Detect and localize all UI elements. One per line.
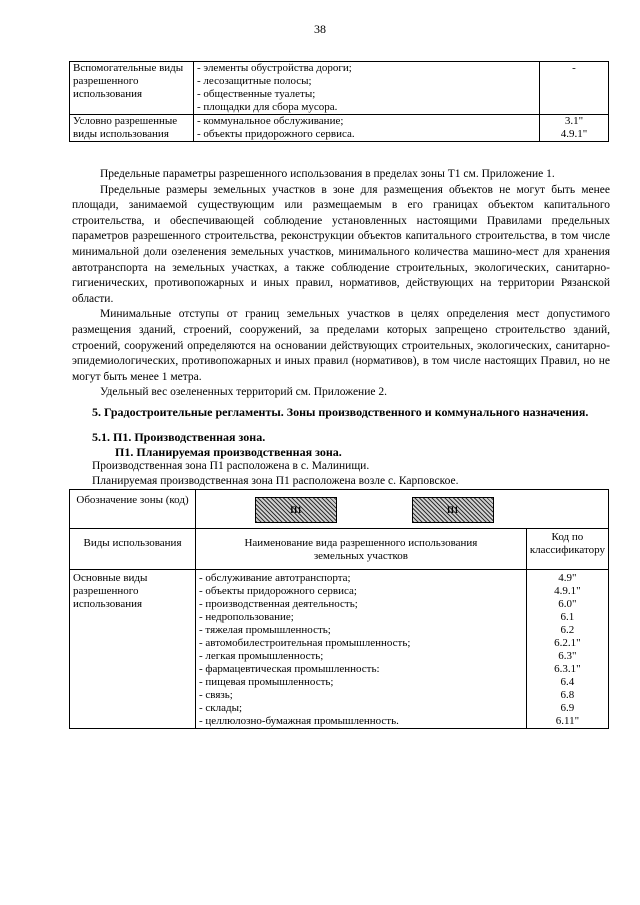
zone-code-row [70,490,609,529]
code-value: 6.3" [558,650,577,662]
use-items-cell [196,570,527,729]
code-value: 4.9" [558,572,577,584]
code-cell [526,570,608,729]
list-item: - общественные туалеты; [197,88,536,101]
list-item: - связь; [199,689,523,702]
code-value: 6.4 [560,676,575,688]
code-value: 6.3.1" [554,663,581,675]
list-item: - склады; [199,702,523,715]
list-item: - элементы обустройства дороги; [197,62,536,75]
list-item: - целлюлозно-бумажная промышленность. [199,715,523,728]
code-value: 6.8 [560,689,575,701]
list-item: - автомобилестроительная промышленность; [199,637,523,650]
code-value: 6.2 [560,624,575,636]
table-row [70,115,609,142]
use-items-cell [194,62,540,115]
body-text [72,167,610,401]
section-heading: 5. Градостроительные регламенты. Зоны производственного и коммунального назначения. [92,405,589,419]
uses-table-p1 [69,489,609,729]
list-item: - производственная деятельность; [199,598,523,611]
table-row [70,570,609,729]
code-cell [540,62,609,115]
uses-table-t1 [69,61,609,142]
list-item: - недропользование; [199,611,523,624]
code-value: 3.1" [564,115,584,127]
paragraph: Предельные параметры разрешенного использования в пределах зоны Т1 см. Приложение 1. [100,168,555,180]
zone-code-cell [196,490,609,529]
use-type-cell: Основные виды разрешенного использования [70,570,196,729]
code-value: 4.9.1" [560,128,588,140]
column-header: Виды использования [70,529,196,570]
page-number: 38 [314,22,326,36]
column-header: Код по классификатору [526,529,608,570]
subsection-title: 5.1. П1. Производственная зона. [92,430,266,444]
paragraph: Минимальные отступы от границ земельных участков в целях определения мест допустимого размещения зданий, строений, сооружений, за пределами которых запрещено строительство зданий, строений, сооружений определяются на основании действующих строительных, экологических, санитарно-эпидемиологических, противопожарных и иных правил (нормативов), в том числе настоящих Правил, но не могут быть менее 1 метра. [72,308,610,383]
list-item: - площадки для сбора мусора. [197,101,536,114]
code-cell [540,115,609,142]
list-item: - объекты придорожного сервиса. [197,128,536,141]
subsection-heading [92,430,342,460]
use-type-cell: Вспомогательные виды разрешенного использования [70,62,194,115]
list-item: - коммунальное обслуживание; [197,115,536,128]
location-line: Производственная зона П1 расположена в с. Малинищи. [92,460,370,472]
subsection-subtitle: П1. Планируемая производственная зона. [115,445,342,459]
column-header: Наименование вида разрешенного использования земельных участков [196,529,527,570]
code-value: 4.9.1" [554,585,581,597]
code-value: 6.9 [560,702,575,714]
location-text [92,459,458,489]
list-item: - легкая промышленность; [199,650,523,663]
code-value: 6.1 [560,611,575,623]
table-header-row [70,529,609,570]
list-item: - пищевая промышленность; [199,676,523,689]
code-value: - [572,62,576,74]
table-row [70,62,609,115]
paragraph: Предельные размеры земельных участков в зоне для размещения объектов не могут быть менее площади, занимаемой существующим или размещаемым в его границах объектом капитального строительства, и обеспечивающей соблюдение установленных настоящими Правилами предельных параметров разрешенного строительства, реконструкции объектов капитального строительства, в том числе минимальной доли озеленения земельных участков, минимального количества машино-мест для хранения автотранспорта на земельных участках, а также соблюдение строительных, экологических, санитарно-гигиенических, противопожарных и иных правил, нормативов, действующих на территории Рязанской области. [72,183,610,305]
use-type-cell: Условно разрешенные виды использования [70,115,194,142]
location-line: Планируемая производственная зона П1 расположена возле с. Карповское. [92,475,459,487]
code-value: 6.2.1" [554,637,581,649]
zone-label-cell: Обозначение зоны (код) [70,490,196,529]
list-item: - обслуживание автотранспорта; [199,572,523,585]
use-items-list [199,572,523,728]
zone-swatch: П1 [255,497,337,523]
zone-swatch: П1 [412,497,494,523]
list-item: - лесозащитные полосы; [197,75,536,88]
list-item: - тяжелая промышленность; [199,624,523,637]
use-items-cell [194,115,540,142]
code-value: 6.11" [555,715,580,727]
list-item: - объекты придорожного сервиса; [199,585,523,598]
code-value: 6.0" [558,598,577,610]
paragraph: Удельный вес озелененных территорий см. Приложение 2. [100,386,387,399]
list-item: - фармацевтическая промышленность: [199,663,523,676]
